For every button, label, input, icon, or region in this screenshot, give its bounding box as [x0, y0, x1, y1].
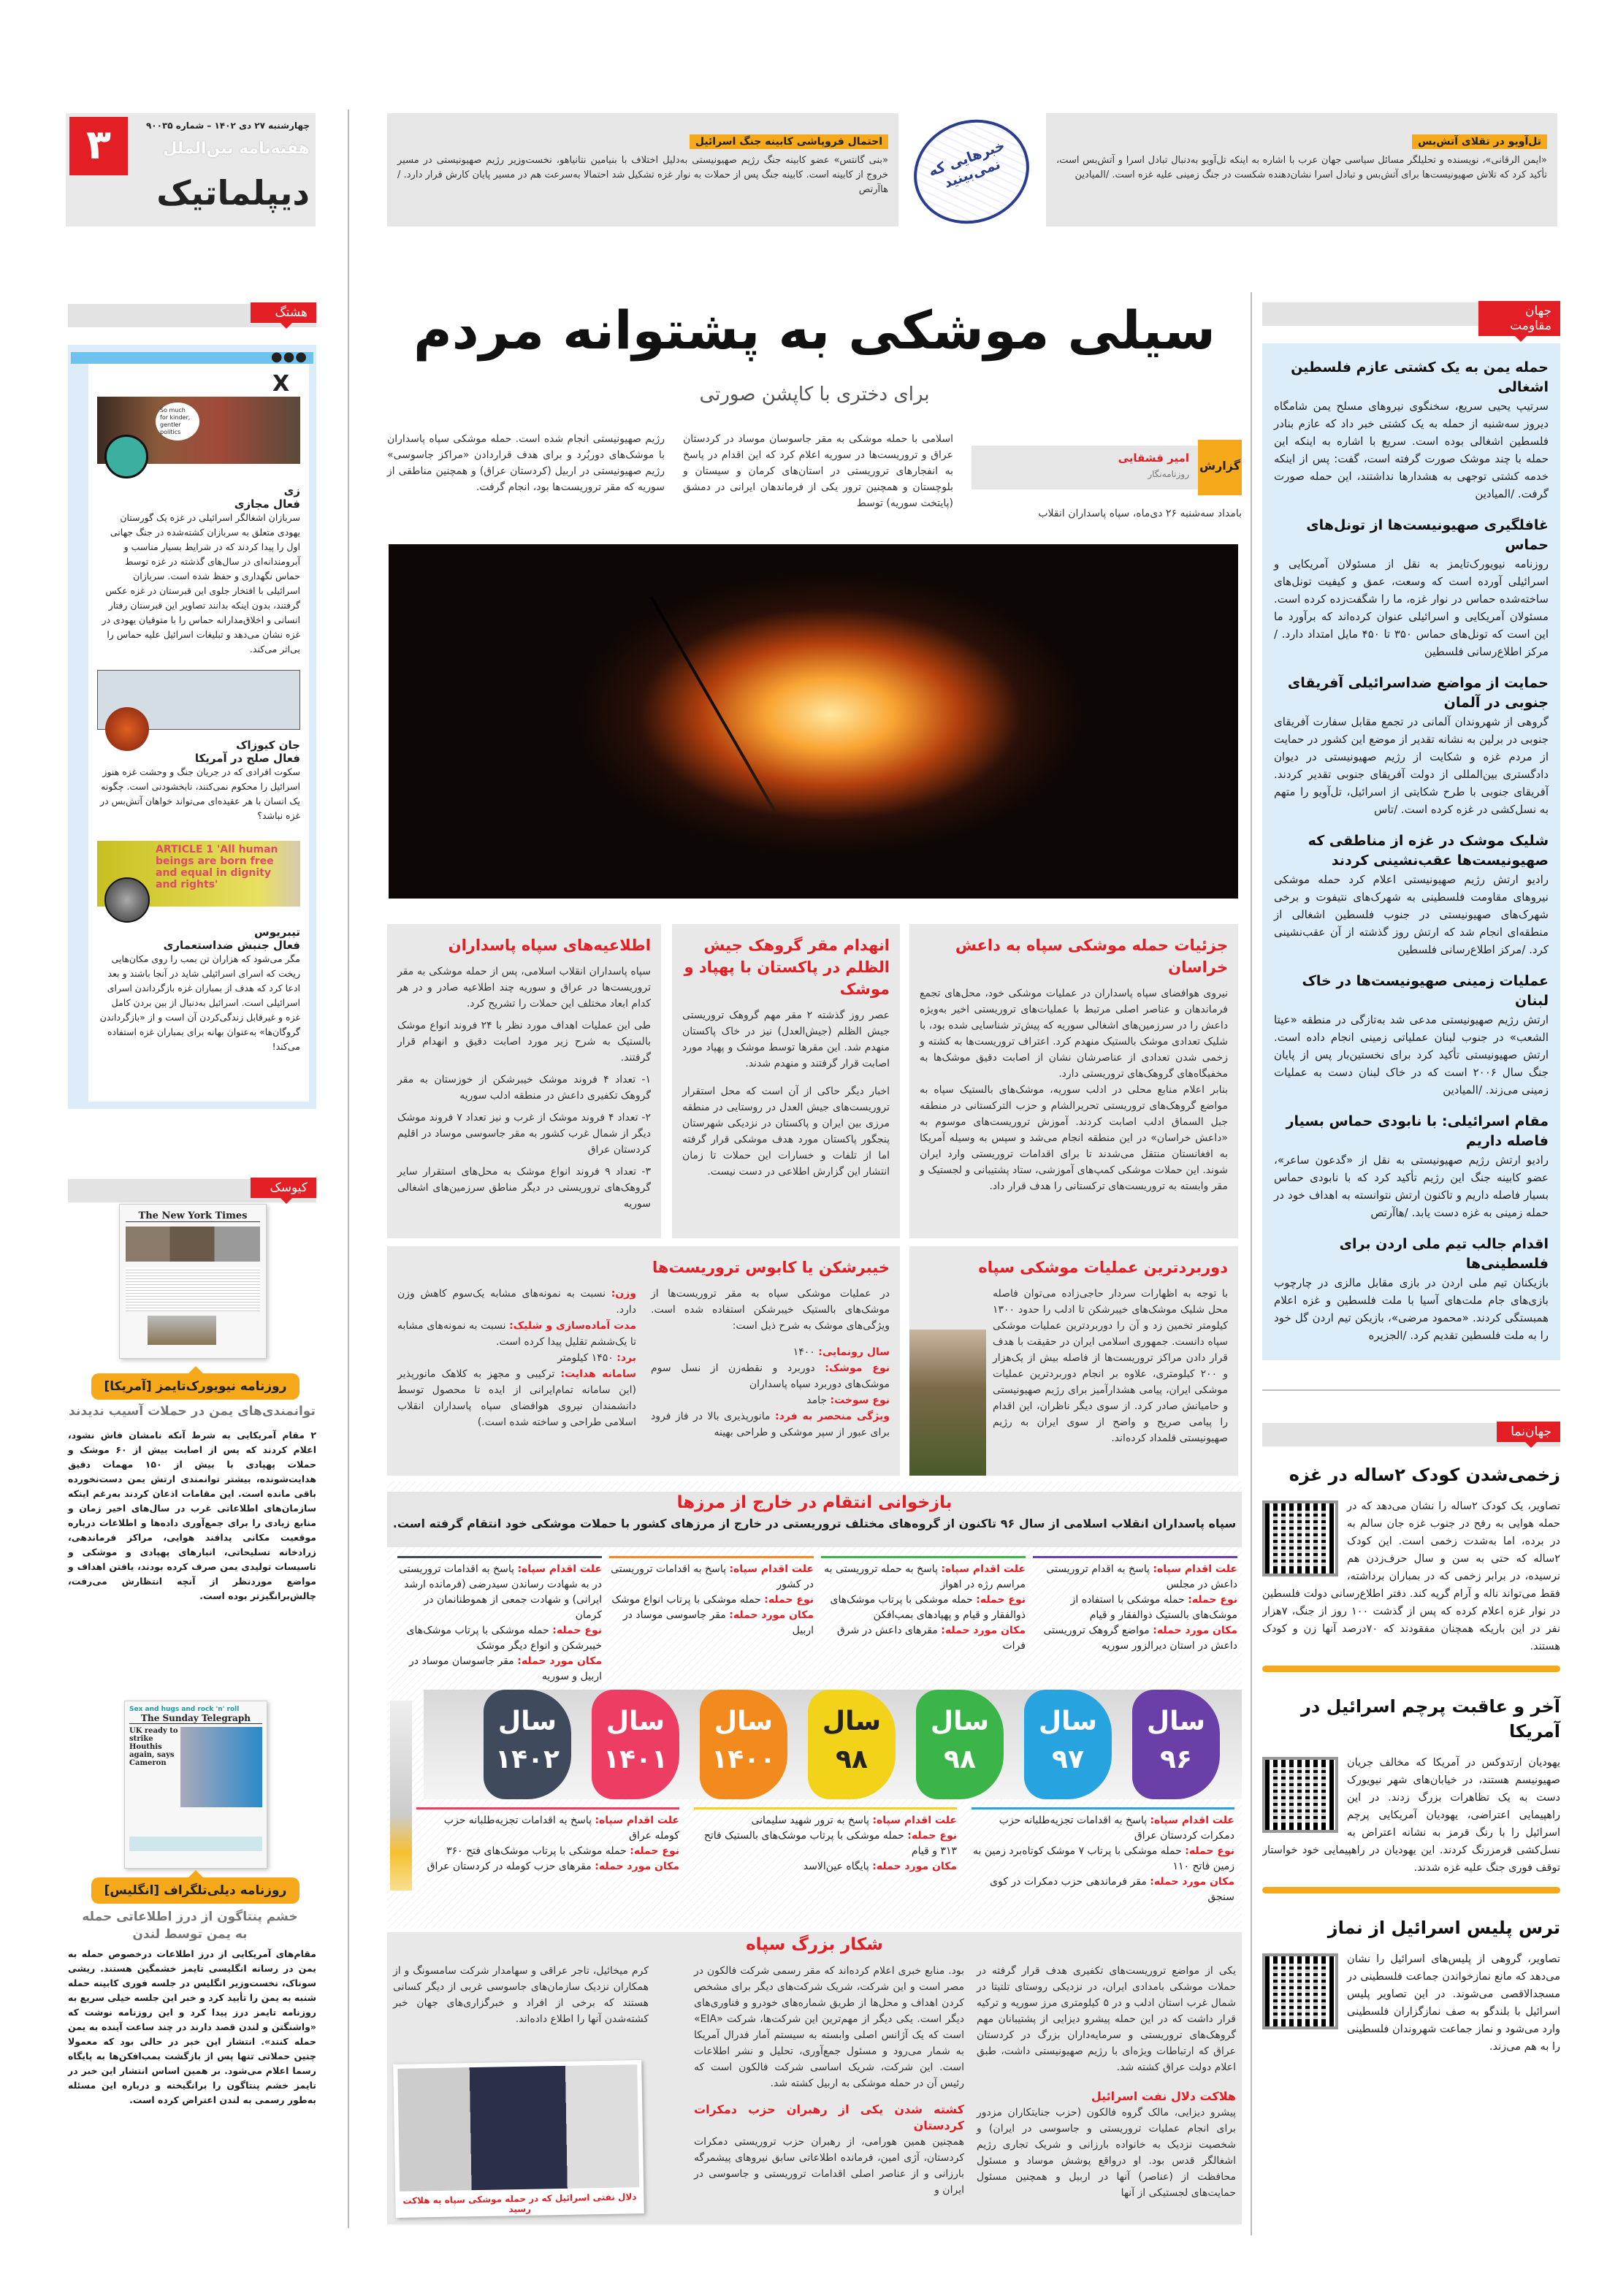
paper-headline: UK ready to strike Houthis again, says Cameron [129, 1727, 178, 1767]
hashtag-tag: هشتگ [251, 302, 316, 323]
year-detail [416, 1807, 679, 1874]
box-item: ۲- تعداد ۴ فروند موشک از غرب و نیز تعداد ۷ فروند موشک دیگر از شمال غرب کشور به مقر جاسوسی موساد در اقلیم کردستان عراق [397, 1112, 652, 1156]
timeline-section [387, 1481, 1242, 1929]
worldview-item [1262, 1950, 1560, 2056]
detail-value: مقر جاسوسی موساد در اربیل [622, 1609, 814, 1636]
telegraph-front-page [124, 1701, 267, 1869]
detail-value: پاسخ به اقدامات تروریستی در به شهادت رساندن سیدرضی (فرمانده ارشد ایرانی) و شهادت جمعی از هموطنانمان در کرمان [399, 1563, 602, 1621]
worldview-header-bar [1262, 1423, 1560, 1446]
tree-silhouette [649, 595, 776, 812]
detail-value: پاسخ به اقدامات تروریستی در کشور [611, 1563, 814, 1590]
detail-value: پاسخ به ترور شهید سلیمانی [751, 1815, 869, 1826]
news-text: رادیو ارتش رژیم صهیونیستی به نقل از «گدعون ساعر»، عضو کابینه جنگ این رژیم تأکید کرد که با نابودی حماس بسیار فاصله داریم و تاکنون ارتش نتوانسته به اهداف خود در حمله زمینی به غزه دست یابد. /هاآرتص [1274, 1153, 1549, 1219]
news-title: احتمال فروپاشی کابینه جنگ اسرائیل [690, 134, 888, 149]
hunt-title: شکار بزرگ سپاه [746, 1935, 883, 1954]
post-text: سکوت افرادی که در جریان جنگ و وحشت غزه هنوز اسرائیل را محکوم نمی‌کنند، نابخشودنی است. چگونه یک انسان با هر عقیده‌ای می‌تواند خواهان آتش‌بس در غزه نباشد؟ [100, 766, 300, 821]
avatar [104, 877, 150, 923]
paper-columns [126, 1267, 260, 1311]
report-tag: گزارش [1198, 440, 1242, 495]
resistance-header-bar [1262, 302, 1560, 333]
worldview-text: تصاویر، یک کودک ۲ساله را نشان می‌دهد که در حمله هوایی به رفح در جنوب غزه جان سالم به در برده، اما به‌شدت زخمی است. این کودک ۲ساله که حتی به سن و سال حرف‌زدن هم نرسیده، در برابر زخمی که در بمباران برداشته، فقط می‌تواند ناله و آرام گریه کند. دفتر اطلاع‌رسانی دولت فلسطین در نوار غزه اعلام کرده که پس از گذشت ۱۰۰ روز از جنگ، ۷هزار نفر در این باریکه همچنان مفقودند که ۷۰درصد آنها زن و کودک هستند. [1262, 1500, 1560, 1652]
paper-photos [126, 1227, 260, 1262]
year-number: ۹۷ [1052, 1744, 1084, 1774]
stamp-logo: خبرهایی که نمی‌بینید [899, 104, 1044, 240]
kiosk-headline: خشم پنتاگون از درز اطلاعاتی حمله به یمن توسط لندن [82, 1910, 298, 1942]
divider-stroke [1262, 1666, 1560, 1672]
divider [1262, 1389, 1560, 1391]
detail-label: علت اقدام سپاه: [941, 1563, 1026, 1575]
detail-label: مکان مورد حمله: [517, 1655, 602, 1667]
detail-value: پاسخ به اقدامات تجزیه‌طلبانه حزب کومله عراق [443, 1815, 679, 1842]
news-title: اقدام جالب تیم ملی اردن برای فلسطینی‌ها [1339, 1236, 1549, 1272]
box-text: نیروی هوافضای سپاه پاسداران در عملیات موشکی خود، محل‌های تجمع فرماندهان و عناصر اصلی مرتبط با عملیات‌های تروریستی اخیر به‌ویژه داعش را در سرزمین‌های اشغالی سوریه که پیش‌تر شناسایی شده بود، با شلیک تعدادی موشک بالستیک منهدم کرد. اعتراف تروریست‌ها به کشته و زخمی شدن تعدادی از عناصرشان نشان از اصابت دقیق موشک‌ها به مخفیگاه‌های گروهک‌های تروریستی دارد. [920, 988, 1228, 1080]
qr-code-icon[interactable] [1262, 1500, 1338, 1576]
x-logo-icon: X [272, 371, 290, 397]
detail-label: مکان مورد حمله: [595, 1861, 679, 1872]
hunt-text: پیشرو دیزایی، مالک گروه فالکون (حزب جنایتکاران مزدور برای انجام عملیات تروریستی و جاسوسی در ایران) و شخصیت نزدیک به خانواده بارزانی و شریک تجاری رژیم اشغالگر قدس بود. او درواقع پوشش موساد و مسئول محافظت از (عناصر) آنها در اربیل و همچنین مسئول حمایت‌های لجستیکی از آنها [977, 2107, 1236, 2199]
post-author: زی [283, 484, 300, 497]
twitter-panel [68, 345, 316, 1109]
box-text: با توجه به اظهارات سردار حاجی‌زاده می‌توان فاصله محل شلیک موشک‌های خیبرشکن تا ادلب را حدود ۱۳۰۰ کیلومتر تخمین زد و آن را دوربردترین عملیات موشکی سپاه دانست. جمهوری اسلامی ایران در حقیقت با هدف قرار دادن مراکز تروریست‌ها از فاصله بیش از یک‌هزار و ۲۰۰ کیلومتری، علاوه بر انجام دوربردترین عملیات موشکی ایران، پیامی هشدارآمیز برای رژیم صهیونیستی و حامیانش صادر کرد. از سوی دیگر ناظران، این اقدام را پیامی صریح و واضح از سوی ایران به رژیم صهیونیستی قلمداد کرده‌اند. [993, 1288, 1228, 1444]
post-author: تیبریوس [254, 926, 300, 939]
detail-value: مواضع گروهک تروریستی داعش در استان دیرالزور سوریه [1043, 1625, 1237, 1652]
paper-label: روزنامه دیلی‌تلگراف [انگلیس] [91, 1877, 299, 1904]
spec-value: ۱۴۰۰ [793, 1346, 815, 1358]
box-longest-range [909, 1246, 1238, 1476]
detail-label: نوع حمله: [907, 1830, 957, 1842]
worldview-item [1262, 1754, 1560, 1877]
paper-ad [129, 1837, 262, 1851]
detail-value: حمله موشکی با پرتاب موشک‌های فتح ۳۶۰ [446, 1845, 627, 1857]
box-khorasan [909, 924, 1238, 1238]
spec-label: سامانه هدایت: [560, 1368, 636, 1380]
worldview-title: ترس پلیس اسرائیل از نماز [1327, 1918, 1560, 1938]
detail-label: علت اقدام سپاه: [872, 1815, 957, 1826]
spec-value: نسبت به نمونه‌های مشابه یک‌سوم کاهش وزن دارد. [397, 1288, 636, 1316]
detail-label: مکان مورد حمله: [1153, 1625, 1237, 1636]
news-text: ارتش رژیم صهیونیستی مدعی شد به‌تازگی در منطقه «عیتا الشعب» در جنوب لبنان عملیاتی زمینی انجام داده است. ارتش صهیونیستی تأکید کرد برای نخستین‌بار پس از پایان جنگ سال ۲۰۰۶ است که در خاک لبنان دست به عملیات زمینی می‌زند. /المیادین [1274, 1013, 1549, 1096]
detail-value: پاسخ به اقدامات تجزیه‌طلبانه حزب دمکرات کردستان عراق [999, 1815, 1234, 1842]
year-number: ۱۴۰۱ [603, 1744, 668, 1774]
year-number: ۹۶ [1160, 1744, 1192, 1774]
avatar [105, 707, 149, 751]
hunt-col-1 [977, 1963, 1236, 2201]
news-text: «ایمن الرقانی»، نویسنده و تحلیلگر مسائل سیاسی جهان عرب با اشاره به اینکه تل‌آویو به‌دنبال تبادل اسرا و آتش‌بس است، تأکید کرد که تلاش صهیونیست‌ها برای آتش‌بس و تبادل اسرا نشان‌دهنده شکست در جنگ زمینی علیه غزه است. /المیادین [1056, 155, 1547, 180]
news-title: عملیات زمینی صهیونیست‌ها در خاک لبنان [1302, 973, 1549, 1009]
detail-label: مکان مورد حمله: [729, 1609, 814, 1621]
detail-value: مقر فرماندهی حزب دمکرات در کوی سنجق [990, 1876, 1234, 1903]
spec-value: ترکیبی و مجهز به کلاهک مانورپذیر (این سامانه تمام‌ایرانی از ایده تا محصول توسط دانشمندان نیروی هوافضای سپاه پاسداران انقلاب اسلامی طراحی و ساخته شده است.) [397, 1368, 636, 1428]
detail-label: نوع حمله: [764, 1594, 814, 1606]
box-kheibarshekan [387, 1246, 900, 1476]
year-word: سال [606, 1706, 665, 1736]
browser-bar [71, 349, 313, 365]
section-logo: هفته‌نامه بین‌الملل [163, 140, 310, 158]
worldview-title: آخر و عاقبت پرچم اسرائیل در آمریکا [1301, 1696, 1560, 1742]
lead-text: اسلامی با حمله موشکی به مقر جاسوسان موساد در کردستان عراق و تروریست‌ها در سوریه اعلام کرد که این اقدام در پاسخ به انفجارهای تروریستی در استان‌های کرمان و سیستان و بلوچستان و همچنین ترور یکی از فرماندهان ایرانی در دمشق (پایتخت سوریه) توسط [683, 433, 953, 509]
news-text: رادیو ارتش رژیم صهیونیستی اعلام کرد حمله موشکی نیروهای مقاومت فلسطینی به شهرک‌های نتیفوت و برخی شهرک‌های صهیونیستی در جنوب فلسطین اشغالی از منطقه‌ای انجام شد که ارتش روز گذشته از آن عقب‌نشینی کرد. /مرکز اطلاع‌رسانی فلسطین [1274, 873, 1549, 956]
issue-date: چهارشنبه ۲۷ دی ۱۴۰۲ – شماره ۹۰۰۳۵ [145, 121, 310, 131]
spec-label: نوع سوخت: [830, 1395, 890, 1406]
detail-label: علت اقدام سپاه: [595, 1815, 679, 1826]
commander-photo [909, 1330, 986, 1476]
right-column [1262, 302, 1560, 2066]
detail-value: مقرهای داعش در شرق فرات [836, 1625, 1026, 1652]
main-subtitle: برای دختری با کاپشن صورتی [699, 384, 930, 405]
resistance-tag: جهان مقاومت [1478, 301, 1560, 336]
hunt-text: کرم میخائیل، تاجر عراقی و سهامدار شرکت سامسونگ و از همکاران نزدیک سازمان‌های جاسوسی غربی از دیگر کسانی هستند که برخی از افراد و خبرگزاری‌های جهان خبر کشته‌شدن آنها را اطلاع داده‌اند. [393, 1965, 649, 2025]
page-number: ۳ [69, 117, 128, 175]
dealer-photo [393, 2060, 644, 2218]
timeline-title: بازخوانی انتقام در خارج از مرزها [676, 1493, 953, 1512]
detail-value: حمله موشکی با پرتاب ۷ موشک کوتاه‌برد زمین به زمین فاتح ۱۱۰ [972, 1845, 1234, 1872]
kiosk-text: مقام‌های آمریکایی از درز اطلاعات درخصوص حمله به یمن در رسانه انگلیسی تایمز خشمگین هستند. ریشی سوناک، نخست‌وزیر انگلیس در جلسه فوری کابینه حمله شنبه به یمن را تأیید کرد و خبر این جلسه خیلی سریع به روزنامه تایمز درز پیدا کرد و این روزنامه نوشت که «واشنگتن و لندن قصد دارند در چند ساعت آینده به یمن حمله کنند». انتشار این خبر در حالی بود که معمولا چنین حملاتی تنها پس از بازگشت بمب‌افکن‌ها به پایگاه رسما اعلام می‌شود. بر همین اساس انتشار این خبر در تایمز خشم پنتاگون را برانگیخته و درباره این مسئله به‌طور رسمی به لندن اعتراض کرده است. [68, 1948, 316, 2105]
detail-label: علت اقدام سپاه: [1153, 1563, 1237, 1575]
year-detail [972, 1807, 1234, 1905]
year-word: سال [714, 1706, 774, 1736]
hunt-section [387, 1932, 1242, 2224]
post-role: فعال مجازی [234, 497, 300, 511]
kiosk-tag: کیوسک [251, 1178, 316, 1198]
spec-value: دوربرد و نقطه‌زن از نسل سوم موشک‌های دوربرد سپاه پاسداران [651, 1362, 890, 1390]
detail-label: علت اقدام سپاه: [1150, 1815, 1234, 1826]
detail-label: مکان مورد حمله: [872, 1861, 957, 1872]
spec-label: نوع موشک: [825, 1362, 890, 1374]
year-detail [821, 1556, 1026, 1654]
paper-label: روزنامه نیویورک‌تایمز [آمریکا] [91, 1373, 299, 1400]
spec-label: ویژگی منحصر به فرد: [775, 1411, 890, 1422]
detail-label: علت اقدام سپاه: [517, 1563, 602, 1575]
news-title: تل‌آویو در تقلای آتش‌بس [1412, 134, 1547, 149]
year-detail [609, 1556, 814, 1639]
post-image [97, 670, 300, 730]
news-title: حمله یمن به یک کشتی عازم فلسطین اشغالی [1291, 359, 1549, 395]
byline-box [972, 446, 1242, 489]
main-headline: سیلی موشکی به پشتوانه مردم [413, 300, 1215, 361]
paper-photo [148, 1316, 216, 1345]
photo-caption: دلال نفتی اسرائیل که در حمله موشکی سپاه به هلاکت رسید [402, 2192, 637, 2215]
meme-image [97, 397, 300, 464]
box-irgc-statements [387, 924, 661, 1238]
worldview-text: تصاویر، گروهی از پلیس‌های اسرائیل را نشان می‌دهد که مانع نمازخواندن جماعت فلسطینی در مسجدالاقصی می‌شوند. در این تصاویر پلیس اسرائیل با بلندگو به صف نمازگزاران فلسطینی وارد می‌شود و نماز جماعت شهروندان فلسطینی را به هم می‌زند. [1347, 1953, 1560, 2053]
post-text: سربازان اشغالگر اسرائیلی در غزه یک گورستان یهودی متعلق به سربازان کشته‌شده در جنگ جهانی اول را پیدا کردند که در شرایط بسیار مناسب و آبرومندانه‌ای در سال‌های گذشته در غزه توسط حماس نگهداری و حفظ شده است. سربازان اسرائیلی با افتخار جلوی این قبرستان در غزه عکس گرفتند، بدون اینکه بدانند تصاویر این قبرستان رفتار انسانی و اخلاق‌مدارانه حماس را با متوفیان یهودی در غزه نشان می‌دهد و تبلیغات اسرائیل علیه حماس را بی‌اثر می‌کند. [102, 512, 300, 655]
box-text: اخبار دیگر حاکی از آن است که محل استقرار تروریست‌های جیش العدل در روستایی در منطقه مرزی بین ایران و پاکستان در نزدیکی شهرستان پنجگور پاکستان مورد هدف موشکی قرار گرفته اما از تلفات و خسارات این حملات تا زمان انتشار این گزارش اطلاعی در دست نیست. [682, 1086, 890, 1178]
qr-code-icon[interactable] [1262, 1757, 1338, 1833]
year-detail [1033, 1556, 1237, 1654]
article-image: ARTICLE 1 'All human beings are born free and equal in dignity and rights' [97, 841, 300, 907]
box-title: دوربردترین عملیات موشکی سپاه [978, 1259, 1228, 1276]
kiosk-text: ۲ مقام آمریکایی به شرط آنکه نامشان فاش نشود، اعلام کردند که پس از اصابت بیش از ۶۰ موشک و حملات پهپادی با بیش از ۱۵۰ مهمات دقیق هدایت‌شونده، بیشتر توانمندی ارتش یمن دست‌نخورده باقی مانده است. این مقامات اذعان کردند به‌رغم اینکه سازمان‌های اطلاعاتی غرب در سال‌های اخیر زمان و منابع زیادی را برای جمع‌آوری داده‌ها و اطلاعات درباره موقعیت مکانی پدافند هوایی، مراکز فرماندهی، زرادخانه تسلیحاتی، انبارهای پهپادی و موشکی و تاسیسات تولیدی یمن صرف کرده بودند، یافتن اهداف و مواضع موردنظر از آنچه انتظارش می‌رفت، چالش‌برانگیزتر بوده است. [68, 1430, 316, 1601]
detail-label: نوع حمله: [1185, 1845, 1234, 1857]
qr-code-icon[interactable] [1262, 1953, 1338, 2029]
news-title: حمایت از مواضع ضداسرائیلی آفریقای جنوبی در آلمان [1287, 675, 1549, 711]
spec-label: برد: [617, 1352, 636, 1364]
detail-value: مقر جاسوسان موساد در اربیل و سوریه [409, 1655, 602, 1682]
top-news-left [387, 113, 898, 226]
paper-masthead: The Sunday Telegraph [129, 1713, 262, 1724]
post-role: فعال جنبش ضداستعماری [163, 939, 300, 952]
detail-label: نوع حمله: [552, 1625, 602, 1636]
year-word: سال [1038, 1706, 1098, 1736]
avatar [104, 435, 148, 478]
spec-value: ۱۴۵۰ کیلومتر [557, 1352, 614, 1364]
resistance-panel [1262, 343, 1560, 1360]
detail-value: حمله موشکی با پرتاب موشک‌های بالستیک فاتح ۳۱۳ و قیام [703, 1830, 957, 1857]
news-text: «بنی گانتس» عضو کابینه جنگ رژیم صهیونیستی به‌دلیل اختلاف با بنیامین نتانیاهو، نخست‌وزیر رژیم صهیونیستی در مسیر خروج از کابینه است. کابینه جنگ پس از حملات به نوار غزه تشکیل شد احتمالا به‌سرعت هم در مسیر پایان کارش قرار دارد. /هاآرتص [397, 155, 888, 195]
box-text: عصر روز گذشته ۲ مقر مهم گروهک تروریستی جیش الظلم (جیش‌العدل) نیز در خاک پاکستان منهدم شد. این مقرها توسط موشک و پهپاد مورد اصابت قرار گرفتند و منهدم شدند. [682, 1010, 890, 1069]
spec-value: مانورپذیری بالا در فاز فرود برای عبور از سپر موشکی و طراحی بهینه [651, 1411, 890, 1438]
hunt-col-2 [694, 1963, 964, 2198]
author-role: روزنامه‌نگار [1148, 469, 1189, 479]
lead-text: بامداد سه‌شنبه ۲۶ دی‌ماه، سپاه پاسداران انقلاب [1038, 508, 1242, 519]
news-title: غافلگیری صهیونیست‌ها از تونل‌های حماس [1306, 517, 1549, 553]
detail-label: علت اقدام سپاه: [729, 1563, 814, 1575]
rocket-illustration [390, 1701, 412, 1891]
year-detail [694, 1807, 957, 1874]
year-word: سال [497, 1706, 557, 1736]
detail-value: حمله موشکی با پرتاب انواع موشک [611, 1594, 761, 1606]
box-jaish [672, 924, 900, 1238]
hunt-text: یکی از مواضع تروریست‌های تکفیری هدف قرار گرفته در حملات موشکی بامدادی ایران، در نزدیکی روستای تلتیتا در شمال غرب استان ادلب و در ۵ کیلومتری مرز سوریه و ترکیه قرار داشت که در این حمله پیشرو دیزایی از پشتیبانان مهم گروهک‌های تروریستی و سرمایه‌داران بزرگ در کردستان عراق که ارتباطات ویژه‌ای با رژیم صهیونیستی داشت، طبق اعلام دولت عراق کشته شد. [977, 1965, 1236, 2073]
detail-label: نوع حمله: [1188, 1594, 1237, 1606]
news-text: روزنامه نیویورک‌تایمز به نقل از مسئولان آمریکایی و اسرائیلی آورده است که وسعت، عمق و کیفیت تونل‌های ساخته‌شده حماس در نوار غزه، ما را شگفت‌زده کرده است. مسئولان آمریکایی و اسرائیلی عنوان کرده‌اند که برآورد ما این است که تونل‌های حماس ۳۵۰ تا ۴۵۰ مایل امتداد دارد. /مرکز اطلاع‌رسانی فلسطین [1274, 557, 1549, 658]
year-number: ۹۸ [944, 1744, 976, 1774]
worldview-tag: جهان‌نما [1497, 1422, 1560, 1442]
nyt-front-page [119, 1204, 267, 1359]
detail-label: مکان مورد حمله: [1150, 1876, 1234, 1888]
detail-value: پاسخ به اقدام تروریستی داعش در مجلس [1046, 1563, 1237, 1590]
masthead [66, 113, 316, 226]
box-item: ۱- تعداد ۴ فروند موشک خیبرشکن از خوزستان به مقر گروهک تکفیری داعش در منطقه ادلب سوریه [397, 1074, 652, 1102]
hunt-subtitle: هلاکت دلال نفت اسرائیل [1091, 2089, 1236, 2103]
menu-dots-icon[interactable]: ●●● [270, 349, 308, 365]
year-number: ۱۴۰۰ [711, 1744, 776, 1774]
year-word: سال [822, 1706, 882, 1736]
worldview-text: یهودیان ارتدوکس در آمریکا که مخالف جریان صهیونیسم هستند، در خیابان‌های شهر نیویورک دست به یک تظاهرات بزرگ زدند. در این راهپیمایی اعتراضی، یهودیان آمریکایی پرچم اسرائیل را با رنگ قرمز به نشانه اعتراض به نسل‌کشی قرمزرنگ کردند. این یهودیان در راهپیمایی خود خواستار توقف فوری جنگ علیه غزه شدند. [1262, 1757, 1560, 1874]
spec-value: جامد [806, 1395, 828, 1406]
timeline-subtitle: سپاه پاسداران انقلاب اسلامی از سال ۹۶ تاکنون از گروه‌های مختلف تروریستی در خارج از مرزهای کشور با حملات موشکی خود انتقام گرفته است. [392, 1517, 1237, 1530]
spec-value: نسبت به نمونه‌های مشابه تا یک‌ششم تقلیل پیدا کرده است. [397, 1320, 636, 1348]
top-news-right [1046, 113, 1557, 226]
box-title: اطلاعیه‌های سپاه پاسداران [448, 937, 651, 954]
spec-label: سال رونمایی: [818, 1346, 890, 1358]
box-title: جزئیات حمله موشکی سپاه به داعش خراسان [955, 937, 1228, 976]
news-text: گروهی از شهروندان آلمانی در تجمع مقابل سفارت آفریقای جنوبی در برلین به نشانه تقدیر از موضع این کشور در حمایت از مردم غزه و شکایت از رژیم صهیونیستی در دیوان دادگستری بین‌المللی از دولت آفریقای جنوبی تقدیر کردند. آفریقای جنوبی با طرح شکایتی از اسرائیل، تل‌آویو را متهم به نسل‌کشی در غزه کرده است. /تاس [1274, 715, 1549, 816]
author-name: امیر قشقایی [1118, 451, 1189, 465]
spec-label: مدت آماده‌سازی و شلیک: [509, 1320, 637, 1332]
box-item: ۳- تعداد ۹ فروند انواع موشک به محل‌های استقرار سایر گروهک‌های تروریستی در دیگر مناطق سرزمین‌های اشغالی سوریه [397, 1166, 651, 1210]
box-item: طی این عملیات اهداف مورد نظر با ۲۴ فروند انواع موشک بالستیک به شرح زیر مورد اصابت دقیق و انهدام قرار گرفتند. [397, 1020, 651, 1064]
paper-masthead: The New York Times [126, 1210, 260, 1222]
box-text: سپاه پاسداران انقلاب اسلامی، پس از حمله موشکی به مقر تروریست‌ها در عراق و سوریه چند اطلاعیه صادر و در هر کدام ابعاد مختلف این حملات را تشریح کرد. [397, 966, 651, 1010]
worldview-item [1262, 1498, 1560, 1655]
news-title: مقام اسرائیلی: با نابودی حماس بسیار فاصله داریم [1286, 1113, 1549, 1149]
hunt-text: بود. منابع خبری اعلام کرده‌اند که مقر رسمی شرکت فالکون در مصر است و این شرکت، شریک شرکت‌های دیگر برای مشخص کردن اهداف و محل‌ها از طریق شماره‌های خودرو و فناوری‌های دیگر است. یکی دیگر از مهم‌ترین این شرکت‌ها، شرکت «EIA» است که یک آژانس اصلی وابسته به سیستم آمار فدرال آمریکا به شمار می‌رود و مسئول جمع‌آوری، تحلیل و نشر اطلاعات است. این شرکت، شریک اساسی شرکت فالکون است که رئیس آن در حمله موشکی به اربیل کشته شد. [694, 1965, 964, 2089]
news-text: سرتیپ یحیی سریع، سخنگوی نیروهای مسلح یمن شامگاه دیروز سه‌شنبه از حمله به یک کشتی خبر داد که عازم بنادر فلسطین اشغالی بوده است. سریع با اشاره به اینکه این حمله با چند موشک صورت گرفته است، گفت: پس از اینکه خدمه کشتی توجهی به هشدارها نداشتند، این حمله صورت گرفت. /المیادین [1274, 400, 1549, 500]
year-word: سال [1146, 1706, 1206, 1736]
paper-photo [180, 1727, 262, 1807]
worldview-list [1262, 1462, 1560, 2056]
post-role: فعال صلح در آمریکا [194, 752, 300, 765]
missile-launch-photo [389, 544, 1238, 899]
detail-label: مکان مورد حمله: [941, 1625, 1026, 1636]
lead-text: رژیم صهیونیستی انجام شده است. حمله موشکی سپاه پاسداران با موشک‌های دوربُرد و برای هدف قراردادن «مراکز جاسوسی» رژیم صهیونیستی در اربیل (کردستان عراق) و همچنین مناطقی از سوریه که مقر تروریست‌ها بود، انجام گرفت. [387, 433, 665, 493]
detail-label: نوع حمله: [630, 1845, 679, 1857]
news-title: شلیک موشک در غزه از مناطقی که صهیونیست‌ها عقب‌نشینی کردند [1308, 833, 1549, 869]
kiosk-headline: توانمندی‌های یمن در حملات آسیب ندیدند [69, 1404, 316, 1419]
box-title: انهدام مقر گروهک جیش الظلم در پاکستان با پهپاد و موشک [684, 937, 890, 998]
hunt-subtitle: کشته شدن یکی از رهبران حزب دمکرات کردستان [694, 2102, 964, 2132]
detail-value: حمله موشکی با پرتاب موشک‌های ذوالفقار و قیام و پهپادهای بمب‌افکن [830, 1594, 1026, 1621]
spec-label: وزن: [611, 1288, 636, 1300]
paper-top-line: Sex and hugs and rock 'n' roll [129, 1706, 240, 1713]
year-number: ۱۴۰۲ [495, 1744, 560, 1774]
detail-label: نوع حمله: [976, 1594, 1026, 1606]
box-text: بنابر اعلام منابع محلی در ادلب سوریه، موشک‌های بالستیک سپاه به مواضع گروهک‌های تروریستی تحریرالشام و حزب الترکستانی در منطقه جبل السماق ادلب اصابت کردند. آموزش تروریست‌های موسوم به «داعش خراسان» در این منطقه انجام می‌شد و سپس به وسیله آمریکا به افغانستان منتقل می‌شدند تا برای اقدامات تروریستی وارد ایران شوند. این حملات موشکی کمپ‌های آموزشی، ستاد پشتیبانی و لجستیک و مقر وابسته به تروریست‌های ترکستانی را هدف قرار داد. [920, 1084, 1228, 1192]
detail-value: مقرهای حزب کومله در کردستان عراق [427, 1861, 592, 1872]
detail-value: حمله موشکی با پرتاب موشک‌های خیبرشکن و انواع دیگر موشک [406, 1625, 602, 1652]
year-number: ۹۸ [836, 1744, 868, 1774]
detail-value: پاسخ به حمله تروریستی به مراسم رژه در اهواز [824, 1563, 1026, 1590]
column-divider [348, 110, 349, 2228]
column-divider [1251, 292, 1252, 2235]
paper-logo: دیپلماتیک [156, 173, 310, 213]
box-text: در عملیات موشکی سپاه به مقر تروریست‌ها از موشک‌های بالستیک خیبرشکن استفاده شده است. ویژگی‌های موشک به شرح ذیل است: [651, 1288, 890, 1332]
detail-value: پایگاه عین‌الاسد [803, 1861, 869, 1872]
worldview-title: زخمی‌شدن کودک ۲ساله در غزه [1289, 1465, 1560, 1485]
speech-bubble: So much for kinder, gentler politics [156, 403, 199, 440]
post-text: مگر می‌شود که هزاران تن بمب را روی مکان‌هایی ریخت که اسرای اسرائیلی شاید در آنجا باشند و بعد ادعا کرد که هدف از بمباران غزه بازگرداندن اسرای اسرائیلی است. اسرائیل به‌دنبال از بین بردن کامل غزه و غیرقابل زندگی‌کردن آن است و از «بازگرداندن گروگان‌ها» به‌عنوان بهانه برای بمباران غزه استفاده می‌کند! [99, 953, 300, 1052]
box-title: خیبرشکن یا کابوس تروریست‌ها [652, 1259, 890, 1276]
hunt-text: همچنین همین هورامی، از رهبران حزب تروریستی دمکرات کردستان، آژی امین، فرمانده اطلاعاتی سابق نیروهای پیشمرگه بارزانی و از عناصر اصلی اقدامات تروریستی و جاسوسی در ایران و [694, 2136, 964, 2196]
divider-stroke [1262, 1887, 1560, 1893]
year-detail [397, 1556, 602, 1685]
news-text: بازیکنان تیم ملی اردن در بازی مقابل مالزی در چارچوب بازی‌های جام ملت‌های آسیا با ملت فلسطین و غزه اعلام همبستگی کردند. «محمود مرضی»، بازیکن تیم اردن گل خود را به ملت فلسطین تقدیم کرد. /الجزیره [1274, 1276, 1549, 1342]
year-word: سال [930, 1706, 990, 1736]
post-author: جان کیوزاک [236, 739, 300, 752]
portrait-image [397, 2064, 639, 2192]
detail-value: حمله موشکی با استفاده از موشک‌های بالستیک ذوالفقار و قیام [1070, 1594, 1237, 1621]
